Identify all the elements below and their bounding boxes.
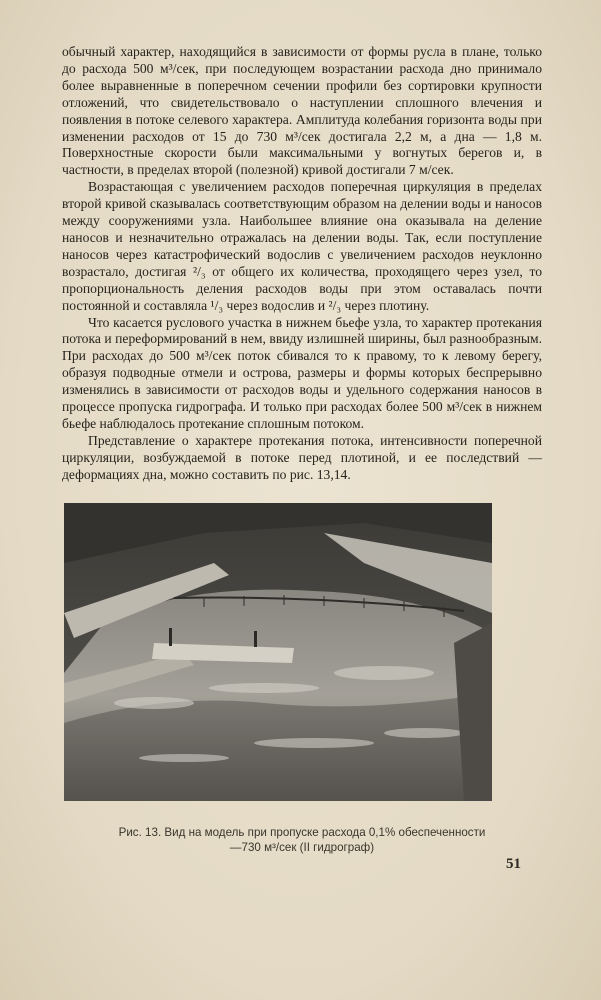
caption-line-1: Рис. 13. Вид на модель при пропуске расхода 0,1% обеспеченности: [118, 826, 486, 839]
model-photo-illustration: [64, 503, 492, 801]
body-text: [62, 44, 542, 484]
paragraph-1: обычный характер, находящийся в зависимости от формы русла в плане, только до расхода 500 м³/сек, при последующем возрастании расхода дно принимало более выравненные в поперечном сечении профили без сортировки крупности отложений, что свидетельствовало о наступлении сплошного влечения и появления в потоке селевого характера. Амплитуда колебания горизонта воды при изменении расходов от 15 до 730 м³/сек достигала 2,2 м, а дна — 1,8 м. Поверхностные скорости были максимальными у вогнутых берегов и, в частности, в пределах второй (полезной) кривой достигали 7 м/сек.: [62, 44, 542, 178]
figure-13-photo: [64, 503, 492, 801]
figure-caption: [62, 826, 542, 855]
paragraph-2: Возрастающая с увеличением расходов поперечная циркуляция в пределах второй кривой сказывалась соответствующим образом на делении воды и наносов между сооружениями узла. Наибольшее влияние она оказывала на деление наносов и незначительно отражалась на делении воды. Так, если поступление наносов через катастрофический водослив с увеличением расходов неуклонно возрастало, достигая ²/₃ от общего их количества, проходящего через узел, то пропорциональность деления расходов воды при этом оставалась почти постоянной и составляла ¹/₃ через водослив и ²/₃ через плотину.: [62, 179, 542, 313]
page-number: 51: [506, 856, 521, 872]
caption-line-2: —730 м³/сек (II гидрограф): [229, 840, 375, 854]
paragraph-4: Представление о характере протекания потока, интенсивности поперечной циркуляции, возбуждаемой в потоке перед плотиной, и ее последствий — деформациях дна, можно составить по рис. 13,14.: [62, 432, 542, 482]
paragraph-3: Что касается руслового участка в нижнем бьефе узла, то характер протекания потока и переформирований в нем, ввиду излишней ширины, был разнообразным. При расходах до 500 м³/сек поток сбивался то к правому, то к левому берегу, образуя подводные отмели и острова, размеры и формы которых беспрерывно изменялись в зависимости от расходов воды и удельного содержания наносов в процессе пропуска гидрографа. И только при расходах более 500 м³/сек в нижнем бьефе наблюдалось протекание сплошным потоком.: [62, 314, 542, 431]
